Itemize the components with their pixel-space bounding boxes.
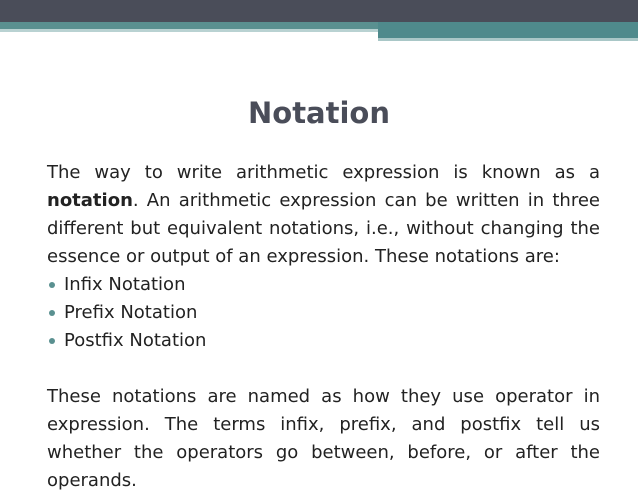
header-light-strip: [0, 29, 378, 32]
bullet-icon: [49, 338, 55, 344]
intro-text-after: . An arithmetic expression can be written in three different but equivalent notations, i.e., without changing the essence or output of an expression. These notations are:: [47, 190, 600, 267]
bullet-icon: [49, 282, 55, 288]
list-item: [47, 271, 600, 299]
header-right-tab: [378, 22, 638, 38]
list-item-label: Prefix Notation: [64, 302, 198, 323]
spacer: [47, 355, 600, 383]
header-dark-bar: [0, 0, 638, 22]
slide-body: [47, 159, 600, 495]
list-item-label: Postfix Notation: [64, 330, 207, 351]
closing-paragraph: These notations are named as how they use operator in expression. The terms infix, prefix, and postfix tell us whether the operators go between, before, or after the operands.: [47, 386, 600, 491]
intro-paragraph: [47, 159, 600, 271]
slide-title: Notation: [248, 96, 390, 130]
list-item-label: Infix Notation: [64, 274, 186, 295]
intro-bold-term: notation: [47, 190, 133, 211]
notation-list: [47, 271, 600, 355]
list-item: [47, 299, 600, 327]
header-right-tab-light: [378, 38, 638, 41]
bullet-icon: [49, 310, 55, 316]
intro-text-before: The way to write arithmetic expression is known as a: [47, 162, 600, 183]
list-item: [47, 327, 600, 355]
